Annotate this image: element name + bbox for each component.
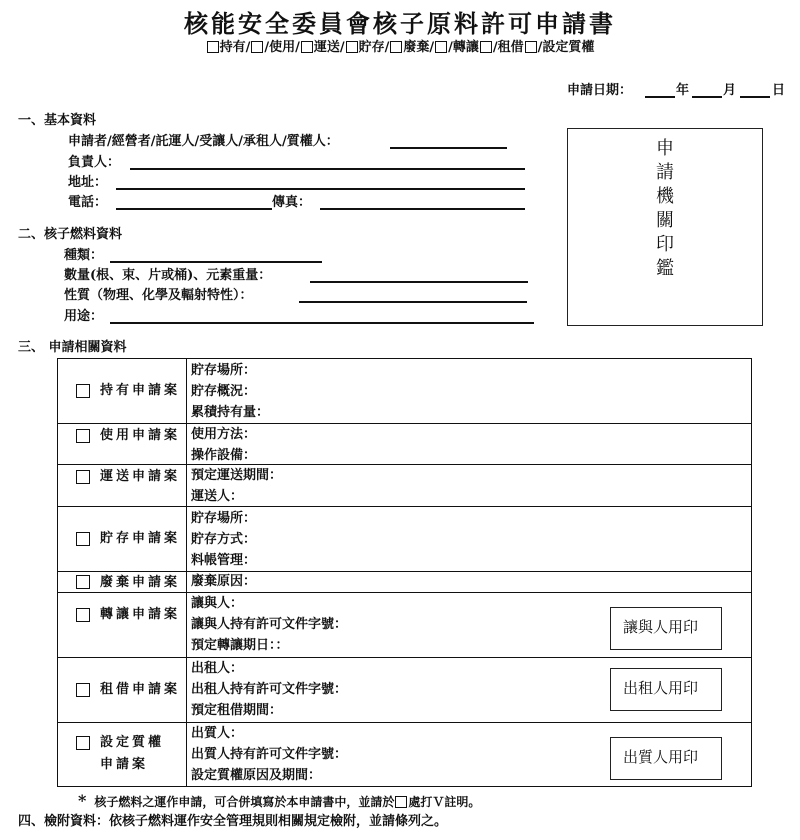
fuel-quantity-label: 數量(根、束、片或桶)、元素重量： [64,268,272,283]
field-label: 讓與人持有許可文件字號： [191,617,348,632]
field-label: 貯存場所： [191,363,257,378]
field-label: 運送人： [191,489,244,504]
row-fields [191,723,347,786]
checkbox-transfer[interactable] [435,41,447,53]
checkbox-hold[interactable] [207,41,219,53]
row-fields [191,571,256,592]
row-fields [191,658,347,721]
pledgor-stamp-box: 出質人用印 [610,737,722,780]
field-label: 出租人持有許可文件字號： [191,682,348,697]
form-subtitle [0,36,800,55]
checkbox-sample [395,796,407,808]
row-fields [191,424,256,466]
row-fields [191,508,256,571]
table-row-transfer [58,593,751,658]
field-label: 操作設備： [191,448,257,463]
row-fields [191,593,347,656]
lessor-stamp-box: 出租人用印 [610,668,722,711]
row-fields [191,465,282,507]
form-title: 核能安全委員會核子原料許可申請書 [184,9,616,38]
row-label-cell [58,424,187,464]
row-label-cell [58,658,187,722]
section1-heading: 一、基本資料 [18,113,97,128]
checkbox-transport[interactable] [301,41,313,53]
table-row-disposal [58,572,751,593]
checkbox-hold-case[interactable] [76,384,90,398]
checkbox-storage-case[interactable] [76,532,90,546]
section4-text: 四、檢附資料：依核子燃料運作安全管理規則相關規定檢附，並請條列之。 [18,814,448,829]
checkbox-disposal[interactable] [390,41,402,53]
fax-label: 傳真： [272,195,312,210]
phone-field[interactable] [116,208,272,210]
asterisk-icon: * [78,791,87,810]
subtitle-storage: 貯存/ [358,40,390,55]
seal-label [568,137,762,281]
row-fields [191,360,269,423]
field-label: 預定運送期間： [191,468,283,483]
row-label: 租借申請案 [100,682,181,697]
responsible-field[interactable] [130,168,525,170]
table-row-lease [58,658,751,723]
row-label: 持有申請案 [100,383,181,398]
checkbox-lease-case[interactable] [76,683,90,697]
fax-field[interactable] [320,208,525,210]
seal-char: 請 [656,162,674,183]
field-label: 出租人： [191,661,244,676]
transferor-stamp-box: 讓與人用印 [610,607,722,650]
date-label: 申請日期： [567,83,633,98]
checkbox-disposal-case[interactable] [76,575,90,589]
field-label: 貯存方式： [191,532,257,547]
checkbox-transport-case[interactable] [76,470,90,484]
table-row-use [58,424,751,465]
field-label: 使用方法： [191,427,257,442]
address-label: 地址： [68,175,108,190]
fuel-type-field[interactable] [110,261,322,263]
checkbox-lease[interactable] [480,41,492,53]
phone-label: 電話： [68,195,108,210]
subtitle-lease: /租借 [492,40,524,55]
subtitle-transfer: /轉讓 [448,40,479,55]
checkbox-use[interactable] [251,41,263,53]
table-row-transport [58,465,751,507]
fuel-nature-field[interactable] [299,301,527,303]
row-label: 貯存申請案 [100,531,181,546]
field-label: 廢棄原因： [191,574,257,589]
seal-char: 鑑 [656,258,674,279]
responsible-label: 負責人： [68,155,121,170]
subtitle-hold: 持有/ [219,40,251,55]
field-label: 貯存場所： [191,511,257,526]
subtitle-pledge: /設定質權 [537,40,595,55]
row-label-cell [58,359,187,423]
application-table [57,358,752,787]
section3-heading: 三、 申請相關資料 [18,340,127,355]
field-label: 設定質權原因及期間： [191,768,322,783]
seal-char: 關 [656,210,674,231]
section2-heading: 二、核子燃料資料 [18,227,123,242]
seal-char: 機 [656,186,674,207]
footnote-text-after: 處打Ｖ註明。 [408,795,481,809]
checkbox-use-case[interactable] [76,429,90,443]
checkbox-storage[interactable] [346,41,358,53]
field-label: 貯存概況： [191,384,257,399]
field-label: 料帳管理： [191,553,257,568]
fuel-nature-label: 性質（物理、化學及輻射特性）： [64,288,253,303]
subtitle-transport: 運送/ [313,40,345,55]
field-label: 預定租借期間： [191,703,283,718]
table-row-storage [58,507,751,572]
field-label: 累積持有量： [191,405,270,420]
footnote-text: 核子燃料之運作申請，可合併填寫於本申請書中，並請於 [94,795,395,809]
checkbox-pledge-case[interactable] [76,736,90,750]
field-label: 預定轉讓期日：： [191,638,289,653]
row-label: 設定質權申請案 [100,735,165,772]
subtitle-disposal: 廢棄/ [403,40,435,55]
row-label-cell [58,507,187,571]
fuel-quantity-field[interactable] [310,281,528,283]
row-label: 運送申請案 [100,469,181,484]
row-label-cell [58,465,187,506]
row-label-cell [58,572,187,592]
row-label-cell [58,723,187,786]
footnote [78,792,480,811]
date-year-field[interactable] [645,96,675,98]
row-label: 廢棄申請案 [100,574,181,590]
applicant-label: 申請者/經營者/託運人/受讓人/承租人/質權人： [68,134,339,149]
field-label: 出質人持有許可文件字號： [191,747,348,762]
fuel-type-label: 種類： [64,248,104,263]
applicant-agency-seal-box [567,128,763,326]
row-label-cell [58,593,187,657]
date-day-field[interactable] [740,96,770,98]
subtitle-use: /使用/ [264,40,300,55]
seal-char: 申 [656,138,674,159]
fuel-usage-label: 用途： [64,309,104,324]
row-label: 轉讓申請案 [100,607,181,622]
date-month-field[interactable] [692,96,722,98]
table-row-pledge [58,723,751,786]
table-row-hold [58,359,751,424]
checkbox-transfer-case[interactable] [76,608,90,622]
row-label: 使用申請案 [100,428,181,443]
applicant-field[interactable] [390,147,507,149]
date-month-label: 月 [723,83,737,98]
date-day-label: 日 [772,83,786,98]
fuel-usage-field[interactable] [110,322,534,324]
field-label: 出質人： [191,726,244,741]
address-field[interactable] [116,188,525,190]
checkbox-pledge[interactable] [525,41,537,53]
field-label: 讓與人： [191,596,244,611]
seal-char: 印 [656,234,674,255]
date-year-label: 年 [676,83,690,98]
